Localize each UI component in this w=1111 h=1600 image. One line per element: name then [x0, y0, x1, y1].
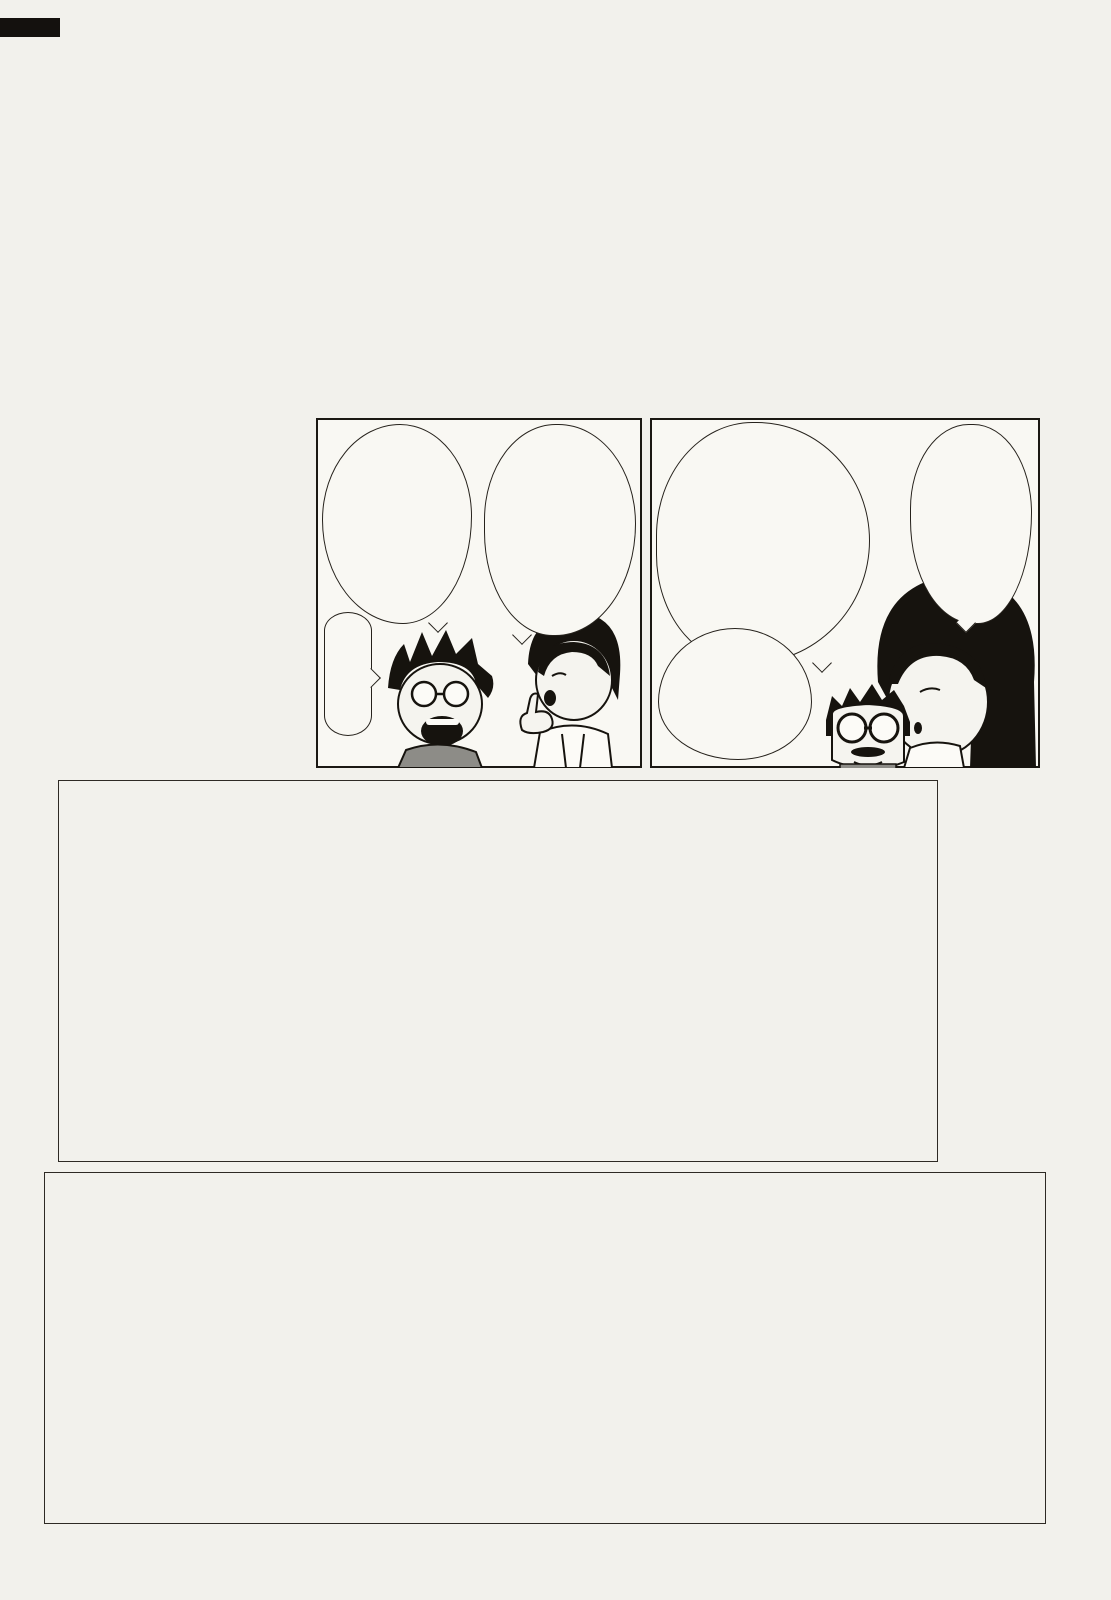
comic-panel-left — [316, 418, 642, 768]
bubble-tail — [812, 653, 832, 673]
comic-panel-right — [650, 418, 1040, 768]
speech-bubble — [322, 424, 472, 624]
header-black-bar — [0, 18, 60, 37]
qa-reply-box — [44, 1172, 1046, 1524]
character-glasses-mustache-man — [820, 676, 916, 768]
speech-bubble — [324, 612, 372, 736]
speech-bubble — [656, 422, 870, 664]
qa-letter-box — [58, 780, 938, 1162]
character-glasses-spiky-hair — [380, 618, 502, 768]
speech-bubble — [910, 424, 1032, 624]
left-article — [34, 422, 306, 764]
page-header — [0, 6, 72, 48]
bubble-tail — [361, 668, 381, 688]
top-article — [35, 58, 1093, 410]
